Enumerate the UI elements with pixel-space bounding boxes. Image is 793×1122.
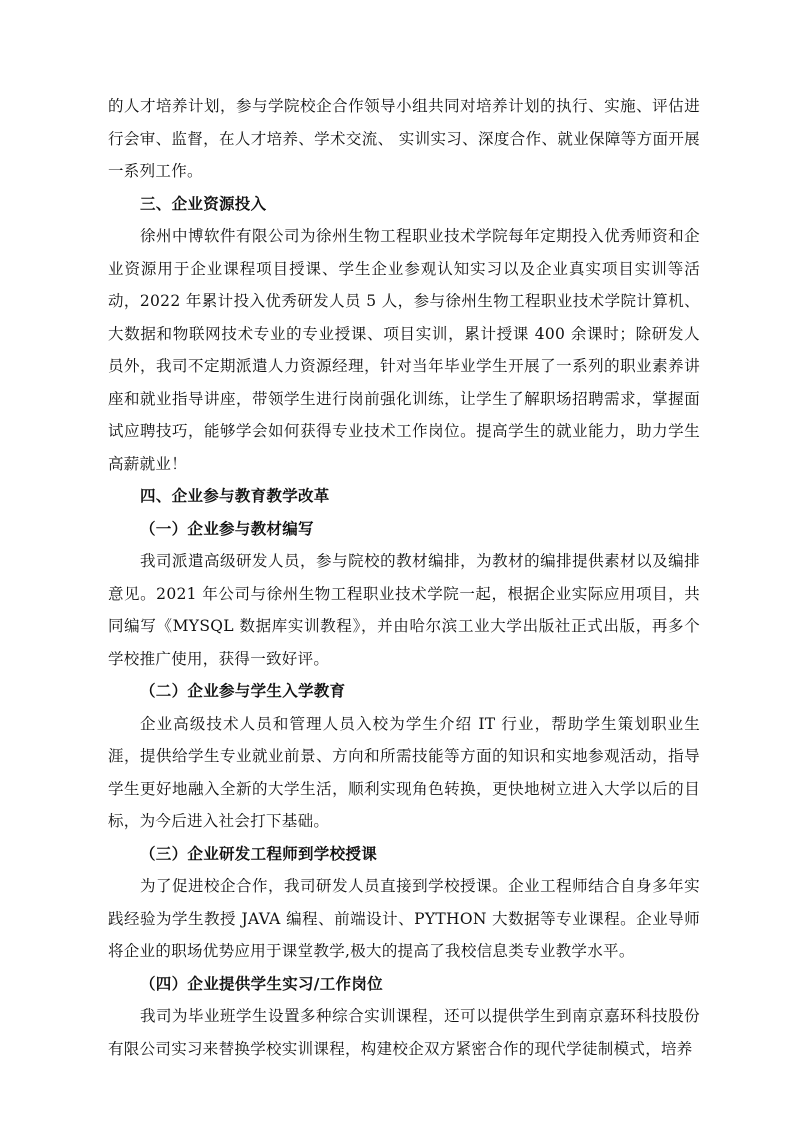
- paragraph-4-3: 为了促进校企合作，我司研发人员直接到学校授课。企业工程师结合自身多年实践经验为学生教授 JAVA 编程、前端设计、PYTHON 大数据等专业课程。企业导师将企业的职场优势应用于课堂教学,极大的提高了我校信息类专业教学水平。: [108, 877, 700, 960]
- section-heading-3: 三、企业资源投入: [140, 194, 267, 213]
- paragraph-4-1: 我司派遣高级研发人员，参与院校的教材编排，为教材的编排提供素材以及编排意见。2021 年公司与徐州生物工程职业技术学院一起，根据企业实际应用项目，共同编写《MYSQL 数据库实训教程》，并由哈尔滨工业大学出版社正式出版，再多个学校推广使用，获得一致好评。: [108, 552, 700, 668]
- paragraph-4-2: 企业高级技术人员和管理人员入校为学生介绍 IT 行业，帮助学生策划职业生涯，提供给学生专业就业前景、方向和所需技能等方面的知识和实地参观活动，指导学生更好地融入全新的大学生活，顺利实现角色转换，更快地树立进入大学以后的目标，为今后进入社会打下基础。: [108, 714, 700, 830]
- document-body: [108, 90, 700, 1065]
- paragraph-intro: 的人才培养计划，参与学院校企合作领导小组共同对培养计划的执行、实施、评估进行会审、监督，在人才培养、学术交流、 实训实习、深度合作、就业保障等方面开展一系列工作。: [108, 97, 700, 180]
- subheading-4-4: （四）企业提供学生实习/工作岗位: [140, 974, 383, 993]
- subheading-4-1: （一）企业参与教材编写: [140, 519, 314, 538]
- paragraph-4-4: 我司为毕业班学生设置多种综合实训课程，还可以提供学生到南京嘉环科技股份有限公司实习来替换学校实训课程，构建校企双方紧密合作的现代学徒制模式，培养: [108, 1007, 700, 1058]
- section-heading-4: 四、企业参与教育教学改革: [140, 487, 330, 505]
- paragraph-resources: 徐州中博软件有限公司为徐州生物工程职业技术学院每年定期投入优秀师资和企业资源用于企业课程项目授课、学生企业参观认知实习以及企业真实项目实训等活动，2022 年累计投入优秀研发人员 5 人，参与徐州生物工程职业技术学院计算机、大数据和物联网技术专业的专业授课、项目实训，累计授课 400 余课时；除研发人员外，我司不定期派遣人力资源经理，针对当年毕业学生开展了一系列的职业素养讲座和就业指导讲座，带领学生进行岗前强化训练，让学生了解职场招聘需求，掌握面试应聘技巧，能够学会如何获得专业技术工作岗位。提高学生的就业能力，助力学生高薪就业！: [108, 227, 700, 473]
- subheading-4-2: （二）企业参与学生入学教育: [140, 682, 346, 700]
- subheading-4-3: （三）企业研发工程师到学校授课: [140, 844, 378, 863]
